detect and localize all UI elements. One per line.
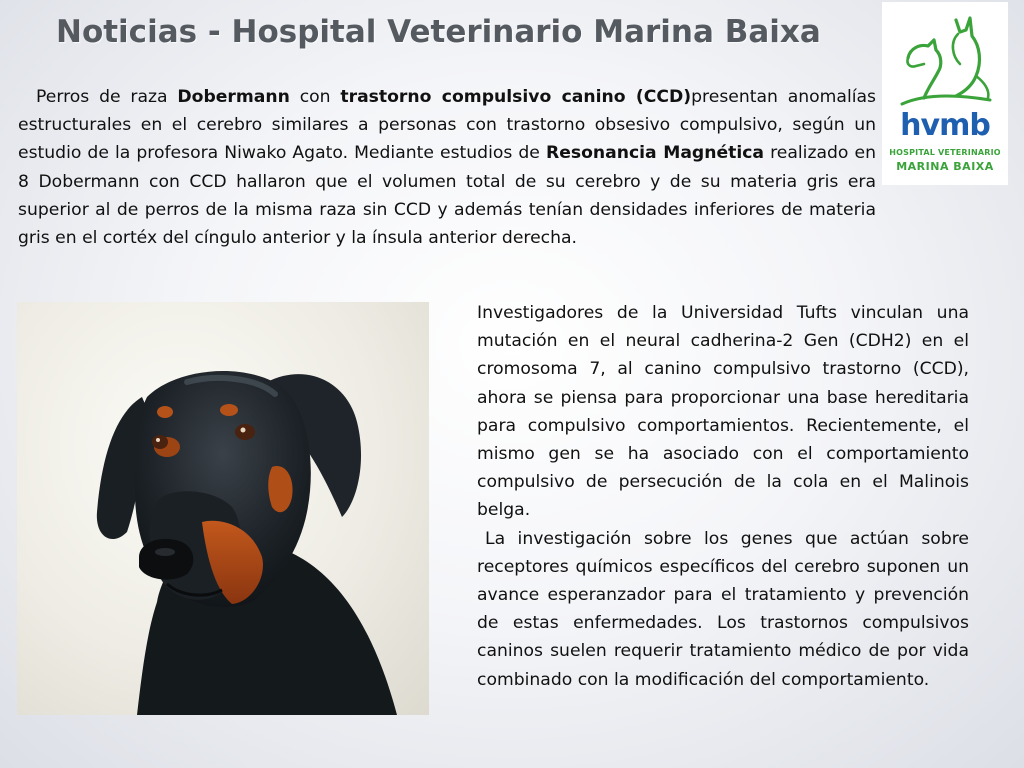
logo-subtitle-line1: HOSPITAL VETERINARIO (889, 148, 1001, 157)
article-body (477, 299, 969, 694)
slide-title: Noticias - Hospital Veterinario Marina Baixa (56, 14, 821, 50)
logo-subtitle-line2: MARINA BAIXA (896, 160, 994, 173)
body-paragraph-2-text: La investigación sobre los genes que actúan sobre receptores químicos específicos del cerebro suponen un avance esperanzador para el tratamiento y prevención de estas enfermedades. Los trastornos compulsivos caninos suelen requerir tratamiento médico de por vida combinado con la modificación del comportamiento. (477, 528, 969, 690)
logo-abbreviation: hvmb (900, 108, 990, 143)
dobermann-portrait-icon (17, 302, 429, 715)
hospital-logo (882, 2, 1008, 185)
intro-text-3: presentan anomalías estructurales en el cerebro similares a personas con trastorno obsesivo compulsivo, según un estudio de la profesora Niwako Agato. Mediante estudios de (18, 87, 876, 164)
intro-text-1: Perros de raza (36, 87, 178, 107)
intro-bold-disorder: trastorno compulsivo canino (CCD) (340, 87, 692, 107)
intro-bold-mri: Resonancia Magnética (545, 143, 765, 164)
intro-text-2: con (289, 87, 341, 107)
body-paragraph-1: Investigadores de la Universidad Tufts vinculan una mutación en el neural cadherina-2 Gen (CDH2) en el cromosoma 7, al canino compulsivo trastorno (CCD), ahora se piensa para proporcionar una base hereditaria para compulsivo comportamientos. Recientemente, el mismo gen se ha asociado con el comportamiento compulsivo de persecución de la cola en el Malinois belga. (477, 303, 969, 521)
cat-dog-outline-logo-icon (894, 12, 996, 110)
intro-paragraph (18, 83, 876, 252)
intro-text-4: realizado en 8 Dobermann con CCD hallaron que el volumen total de su cerebro y de su materia gris era superior al de perros de la misma raza sin CCD y además tenían densidades inferiores de materia gris en el cortéx del cíngulo anterior y la ínsula anterior derecha. (18, 143, 876, 249)
dobermann-photo (17, 302, 429, 715)
body-paragraph-2 (477, 525, 969, 694)
intro-bold-breed: Dobermann (177, 87, 290, 107)
